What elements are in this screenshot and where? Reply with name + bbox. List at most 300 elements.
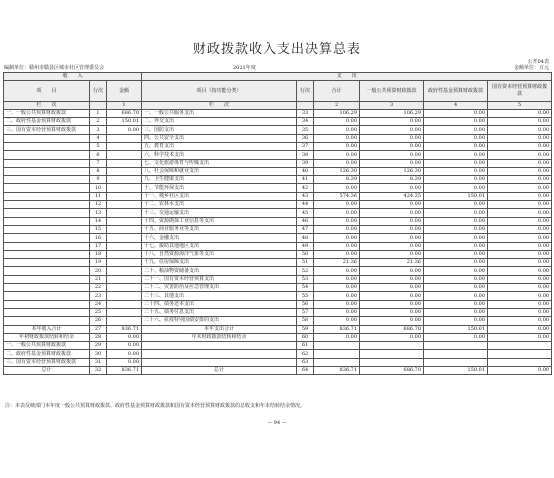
expense-item: 十八、自然资源海洋气象等支出 xyxy=(142,250,297,258)
report-title: 财政拨款收入支出决算总表 xyxy=(192,42,361,57)
expense-gov-fund: 0.00 xyxy=(424,217,488,225)
income-item: 二、政府性基金预算财政拨款 xyxy=(4,350,90,358)
expense-general-budget: 0.00 xyxy=(360,242,424,250)
income-item xyxy=(4,167,90,175)
income-item xyxy=(4,234,90,242)
expense-general-budget: 0.00 xyxy=(360,217,424,225)
expense-gov-fund: 150.01 xyxy=(424,192,488,200)
expense-row-no: 40 xyxy=(297,167,314,175)
expense-gov-fund: 0.00 xyxy=(424,176,488,184)
expense-state-capital: 0.00 xyxy=(488,317,552,325)
expense-general-budget xyxy=(360,350,424,358)
expense-gov-fund: 0.00 xyxy=(424,225,488,233)
expense-row-no: 62 xyxy=(297,350,314,358)
income-item: 总计 xyxy=(4,367,90,375)
expense-state-capital: 0.00 xyxy=(488,333,552,341)
expense-general-budget: 0.00 xyxy=(360,308,424,316)
table-row xyxy=(4,167,552,175)
expense-general-budget: 0.00 xyxy=(360,234,424,242)
table-row xyxy=(4,358,552,366)
expense-general-budget: 0.00 xyxy=(360,142,424,150)
expense-general-budget: 0.00 xyxy=(360,317,424,325)
expense-row-no: 41 xyxy=(297,176,314,184)
income-row-no: 18 xyxy=(90,250,107,258)
expense-item: 二十二、灾害防治及应急管理支出 xyxy=(142,284,297,292)
income-item xyxy=(4,151,90,159)
income-row-no: 30 xyxy=(90,350,107,358)
expense-state-capital: 0.00 xyxy=(488,184,552,192)
income-row-no: 28 xyxy=(90,333,107,341)
expense-state-capital xyxy=(488,342,552,350)
table-row xyxy=(4,317,552,325)
expense-gov-fund: 0.00 xyxy=(424,317,488,325)
report-year: 2021年度 xyxy=(233,65,256,71)
expense-state-capital: 0.00 xyxy=(488,151,552,159)
expense-item: 总计 xyxy=(142,367,297,375)
income-row-no: 25 xyxy=(90,308,107,316)
expense-gov-fund: 0.00 xyxy=(424,300,488,308)
table-row xyxy=(4,184,552,192)
income-item: 本年收入合计 xyxy=(4,325,90,333)
expense-general-budget: 424.35 xyxy=(360,192,424,200)
expense-state-capital: 0.00 xyxy=(488,292,552,300)
expense-state-capital: 0.00 xyxy=(488,250,552,258)
income-item: 一、一般公共预算财政拨款 xyxy=(4,109,90,117)
expense-item: 一、一般公共服务支出 xyxy=(142,109,297,117)
expense-gov-fund: 0.00 xyxy=(424,142,488,150)
col-header-amount: 金额 xyxy=(107,81,142,102)
expense-general-budget: 0.00 xyxy=(360,134,424,142)
income-row-no: 3 xyxy=(90,126,107,134)
expense-general-budget: 21.36 xyxy=(360,259,424,267)
expense-total xyxy=(314,342,360,350)
expense-gov-fund: 0.00 xyxy=(424,209,488,217)
expense-state-capital: 0.00 xyxy=(488,267,552,275)
expense-total: 0.00 xyxy=(314,308,360,316)
table-row xyxy=(4,151,552,159)
income-amount: 0.00 xyxy=(107,350,142,358)
expense-gov-fund xyxy=(424,350,488,358)
income-row-no: 31 xyxy=(90,358,107,366)
expense-total: 0.00 xyxy=(314,225,360,233)
income-amount xyxy=(107,201,142,209)
expense-gov-fund: 0.00 xyxy=(424,201,488,209)
expense-state-capital: 0.00 xyxy=(488,201,552,209)
page-number: — 94 — xyxy=(267,420,287,426)
expense-state-capital: 0.00 xyxy=(488,234,552,242)
expense-total: 8.39 xyxy=(314,176,360,184)
expense-gov-fund: 150.01 xyxy=(424,325,488,333)
expense-total: 0.00 xyxy=(314,134,360,142)
expense-row-no: 44 xyxy=(297,201,314,209)
expense-row-no: 50 xyxy=(297,250,314,258)
income-item: 一、一般公共预算财政拨款 xyxy=(4,342,90,350)
table-row xyxy=(4,134,552,142)
income-row-no: 29 xyxy=(90,342,107,350)
expense-row-no: 42 xyxy=(297,184,314,192)
expense-total: 0.00 xyxy=(314,242,360,250)
income-amount xyxy=(107,267,142,275)
expense-row-no: 45 xyxy=(297,209,314,217)
income-item xyxy=(4,142,90,150)
table-row xyxy=(4,292,552,300)
expense-general-budget: 0.00 xyxy=(360,118,424,126)
expense-general-budget: 0.00 xyxy=(360,333,424,341)
expense-total xyxy=(314,350,360,358)
expense-row-no: 63 xyxy=(297,358,314,366)
expense-total: 21.36 xyxy=(314,259,360,267)
income-item xyxy=(4,217,90,225)
expense-row-no: 48 xyxy=(297,234,314,242)
expense-row-no: 35 xyxy=(297,126,314,134)
expense-general-budget: 0.00 xyxy=(360,225,424,233)
expense-total: 0.00 xyxy=(314,118,360,126)
expense-item: 十五、商业服务业等支出 xyxy=(142,225,297,233)
expense-total: 0.00 xyxy=(314,142,360,150)
expense-general-budget: 686.70 xyxy=(360,367,424,375)
income-amount xyxy=(107,259,142,267)
reporting-unit: 编制单位：赣州市赣县区城市社区管理委员会 xyxy=(4,65,105,71)
income-amount xyxy=(107,284,142,292)
form-number: 公开04表 xyxy=(527,59,549,65)
table-row xyxy=(4,308,552,316)
income-row-no: 22 xyxy=(90,284,107,292)
expense-total: 836.71 xyxy=(314,367,360,375)
col-header-row-no: 行次 xyxy=(90,81,107,102)
expense-row-no: 56 xyxy=(297,300,314,308)
expense-gov-fund: 0.00 xyxy=(424,259,488,267)
income-amount xyxy=(107,192,142,200)
income-row-no: 9 xyxy=(90,176,107,184)
expense-state-capital: 0.00 xyxy=(488,118,552,126)
expense-state-capital: 0.00 xyxy=(488,176,552,184)
income-item: 二、政府性基金预算财政拨款 xyxy=(4,118,90,126)
expense-item: 三、国防支出 xyxy=(142,126,297,134)
income-row-no: 14 xyxy=(90,217,107,225)
expense-gov-fund xyxy=(424,342,488,350)
expense-total: 0.00 xyxy=(314,333,360,341)
expense-item: 十九、住房保障支出 xyxy=(142,259,297,267)
income-amount: 0.00 xyxy=(107,126,142,134)
income-amount xyxy=(107,292,142,300)
expense-general-budget: 686.70 xyxy=(360,325,424,333)
expense-row-no: 51 xyxy=(297,259,314,267)
income-row-no: 2 xyxy=(90,118,107,126)
expense-state-capital: 0.00 xyxy=(488,284,552,292)
expense-item xyxy=(142,358,297,366)
table-row xyxy=(4,367,552,375)
expense-total: 0.00 xyxy=(314,267,360,275)
expense-row-no: 64 xyxy=(297,367,314,375)
table-row xyxy=(4,242,552,250)
expense-gov-fund: 0.00 xyxy=(424,308,488,316)
table-row xyxy=(4,267,552,275)
income-item xyxy=(4,209,90,217)
income-amount xyxy=(107,159,142,167)
col-number-1: 1 xyxy=(107,102,142,110)
expense-gov-fund: 0.00 xyxy=(424,134,488,142)
expense-gov-fund: 0.00 xyxy=(424,118,488,126)
income-item xyxy=(4,250,90,258)
expense-state-capital: 0.00 xyxy=(488,109,552,117)
expense-item: 十、节能环保支出 xyxy=(142,184,297,192)
table-row xyxy=(4,333,552,341)
income-amount: 836.71 xyxy=(107,367,142,375)
table-row xyxy=(4,126,552,134)
expense-section-header: 支 出 xyxy=(142,73,552,81)
expense-row-no: 52 xyxy=(297,267,314,275)
table-row xyxy=(4,284,552,292)
income-row-no: 23 xyxy=(90,292,107,300)
expense-item: 九、卫生健康支出 xyxy=(142,176,297,184)
income-item xyxy=(4,192,90,200)
table-row xyxy=(4,209,552,217)
expense-item xyxy=(142,350,297,358)
income-amount xyxy=(107,300,142,308)
expense-state-capital: 0.00 xyxy=(488,242,552,250)
expense-item: 五、教育支出 xyxy=(142,142,297,150)
expense-general-budget: 0.00 xyxy=(360,300,424,308)
expense-state-capital: 0.00 xyxy=(488,217,552,225)
income-row-no: 24 xyxy=(90,300,107,308)
income-item xyxy=(4,292,90,300)
income-amount xyxy=(107,151,142,159)
col-header-item: 项 目 xyxy=(4,81,90,102)
income-row-no: 10 xyxy=(90,184,107,192)
expense-state-capital xyxy=(488,358,552,366)
expense-row-no: 54 xyxy=(297,284,314,292)
income-section-header: 收 入 xyxy=(4,73,142,81)
expense-total: 106.29 xyxy=(314,109,360,117)
expense-gov-fund: 0.00 xyxy=(424,333,488,341)
expense-general-budget: 0.00 xyxy=(360,250,424,258)
income-amount xyxy=(107,217,142,225)
col-label-blank-2 xyxy=(297,102,314,110)
income-item xyxy=(4,284,90,292)
income-amount: 0.00 xyxy=(107,333,142,341)
col-number-4: 4 xyxy=(424,102,488,110)
income-amount: 150.01 xyxy=(107,118,142,126)
expense-row-no: 47 xyxy=(297,225,314,233)
col-label: 栏 次 xyxy=(4,102,90,110)
income-item xyxy=(4,308,90,316)
expense-item: 十四、资源勘探工业信息等支出 xyxy=(142,217,297,225)
expense-row-no: 36 xyxy=(297,134,314,142)
expense-total: 0.00 xyxy=(314,151,360,159)
income-row-no: 26 xyxy=(90,317,107,325)
income-item: 三、国有资本经营预算财政拨款 xyxy=(4,358,90,366)
expense-total: 0.00 xyxy=(314,184,360,192)
income-amount xyxy=(107,308,142,316)
expense-row-no: 49 xyxy=(297,242,314,250)
expense-item: 二十六、抗疫特别国债安排的支出 xyxy=(142,317,297,325)
expense-row-no: 37 xyxy=(297,142,314,150)
income-item xyxy=(4,184,90,192)
table-row xyxy=(4,225,552,233)
expense-row-no: 57 xyxy=(297,308,314,316)
expense-item: 二、外交支出 xyxy=(142,118,297,126)
expense-item: 二十一、国有资本经营预算支出 xyxy=(142,275,297,283)
expense-state-capital: 0.00 xyxy=(488,259,552,267)
income-amount xyxy=(107,184,142,192)
expense-general-budget: 126.30 xyxy=(360,167,424,175)
expense-row-no: 53 xyxy=(297,275,314,283)
income-row-no: 7 xyxy=(90,159,107,167)
income-amount: 686.70 xyxy=(107,109,142,117)
income-amount: 836.71 xyxy=(107,325,142,333)
expense-item: 八、社会保障和就业支出 xyxy=(142,167,297,175)
income-item xyxy=(4,267,90,275)
income-row-no: 15 xyxy=(90,225,107,233)
expense-state-capital: 0.00 xyxy=(488,300,552,308)
expense-total: 0.00 xyxy=(314,126,360,134)
col-number-3: 3 xyxy=(360,102,424,110)
expense-total: 574.36 xyxy=(314,192,360,200)
expense-total: 0.00 xyxy=(314,217,360,225)
expense-state-capital: 0.00 xyxy=(488,192,552,200)
table-row xyxy=(4,234,552,242)
income-row-no: 20 xyxy=(90,267,107,275)
expense-total: 0.00 xyxy=(314,300,360,308)
expense-general-budget: 0.00 xyxy=(360,284,424,292)
expense-row-no: 61 xyxy=(297,342,314,350)
table-row xyxy=(4,201,552,209)
expense-general-budget: 0.00 xyxy=(360,292,424,300)
income-amount xyxy=(107,167,142,175)
expense-gov-fund: 0.00 xyxy=(424,167,488,175)
expense-general-budget: 0.00 xyxy=(360,209,424,217)
expense-item: 年末财政拨款结转和结余 xyxy=(142,333,297,341)
expense-gov-fund: 0.00 xyxy=(424,109,488,117)
income-row-no: 12 xyxy=(90,201,107,209)
income-item: 三、国有资本经营预算财政拨款 xyxy=(4,126,90,134)
income-item xyxy=(4,259,90,267)
expense-total: 126.30 xyxy=(314,167,360,175)
col-label-2: 栏 次 xyxy=(142,102,297,110)
income-amount xyxy=(107,275,142,283)
table-row xyxy=(4,342,552,350)
col-number-2: 2 xyxy=(314,102,360,110)
expense-row-no: 39 xyxy=(297,159,314,167)
income-amount: 0.00 xyxy=(107,342,142,350)
income-row-no: 32 xyxy=(90,367,107,375)
income-item xyxy=(4,134,90,142)
expense-item: 四、公共安全支出 xyxy=(142,134,297,142)
expense-state-capital: 0.00 xyxy=(488,159,552,167)
expense-item: 二十、粮油物资储备支出 xyxy=(142,267,297,275)
income-amount xyxy=(107,242,142,250)
expense-general-budget: 106.29 xyxy=(360,109,424,117)
income-row-no: 21 xyxy=(90,275,107,283)
expense-gov-fund: 150.01 xyxy=(424,367,488,375)
income-amount xyxy=(107,225,142,233)
expense-gov-fund: 0.00 xyxy=(424,159,488,167)
table-row xyxy=(4,217,552,225)
currency-unit: 金额单位：万元 xyxy=(513,65,549,71)
expense-gov-fund: 0.00 xyxy=(424,275,488,283)
expense-item: 十一、城乡社区支出 xyxy=(142,192,297,200)
expense-state-capital: 0.00 xyxy=(488,308,552,316)
col-header-row-no-2: 行次 xyxy=(297,81,314,102)
expense-item: 十二、农林水支出 xyxy=(142,201,297,209)
expense-general-budget: 0.00 xyxy=(360,126,424,134)
table-row xyxy=(4,350,552,358)
income-row-no: 6 xyxy=(90,151,107,159)
col-number-5: 5 xyxy=(488,102,552,110)
expense-total: 0.00 xyxy=(314,292,360,300)
expense-row-no: 43 xyxy=(297,192,314,200)
expense-total: 0.00 xyxy=(314,275,360,283)
expense-total: 836.71 xyxy=(314,325,360,333)
col-header-general-budget: 一般公共预算财政拨款 xyxy=(360,81,424,102)
col-header-total: 合计 xyxy=(314,81,360,102)
income-item xyxy=(4,201,90,209)
table-row xyxy=(4,300,552,308)
expense-item: 二十五、债务付息支出 xyxy=(142,308,297,316)
budget-summary-table xyxy=(3,72,552,375)
expense-row-no: 60 xyxy=(297,333,314,341)
expense-state-capital: 0.00 xyxy=(488,275,552,283)
expense-gov-fund xyxy=(424,358,488,366)
col-header-gov-fund: 政府性基金预算财政拨款 xyxy=(424,81,488,102)
expense-row-no: 58 xyxy=(297,317,314,325)
expense-item: 十三、交通运输支出 xyxy=(142,209,297,217)
expense-gov-fund: 0.00 xyxy=(424,242,488,250)
expense-gov-fund: 0.00 xyxy=(424,267,488,275)
income-row-no: 4 xyxy=(90,134,107,142)
income-row-no: 13 xyxy=(90,209,107,217)
expense-general-budget xyxy=(360,358,424,366)
expense-total: 0.00 xyxy=(314,284,360,292)
expense-state-capital: 0.00 xyxy=(488,167,552,175)
expense-item: 十六、金融支出 xyxy=(142,234,297,242)
expense-row-no: 38 xyxy=(297,151,314,159)
expense-total: 0.00 xyxy=(314,159,360,167)
table-row xyxy=(4,259,552,267)
expense-gov-fund: 0.00 xyxy=(424,151,488,159)
table-row xyxy=(4,192,552,200)
expense-general-budget: 0.00 xyxy=(360,275,424,283)
expense-general-budget: 0.00 xyxy=(360,267,424,275)
expense-state-capital: 0.00 xyxy=(488,126,552,134)
income-row-no: 17 xyxy=(90,242,107,250)
income-item: 年初财政拨款结转和结余 xyxy=(4,333,90,341)
expense-state-capital: 0.00 xyxy=(488,134,552,142)
expense-row-no: 46 xyxy=(297,217,314,225)
col-header-func-item: 项目（按功能分类） xyxy=(142,81,297,102)
expense-general-budget: 0.00 xyxy=(360,201,424,209)
income-row-no: 19 xyxy=(90,259,107,267)
expense-total: 0.00 xyxy=(314,201,360,209)
income-item xyxy=(4,300,90,308)
expense-item: 二十三、其他支出 xyxy=(142,292,297,300)
income-item xyxy=(4,275,90,283)
expense-general-budget: 0.00 xyxy=(360,159,424,167)
income-item xyxy=(4,159,90,167)
expense-row-no: 34 xyxy=(297,118,314,126)
income-row-no: 8 xyxy=(90,167,107,175)
col-header-state-capital: 国有资本经营预算财政拨款 xyxy=(488,81,552,102)
expense-row-no: 33 xyxy=(297,109,314,117)
col-label-blank xyxy=(90,102,107,110)
table-row xyxy=(4,109,552,117)
income-row-no: 5 xyxy=(90,142,107,150)
expense-item xyxy=(142,342,297,350)
expense-state-capital: 0.00 xyxy=(488,142,552,150)
income-item xyxy=(4,317,90,325)
expense-state-capital: 0.00 xyxy=(488,225,552,233)
expense-gov-fund: 0.00 xyxy=(424,292,488,300)
